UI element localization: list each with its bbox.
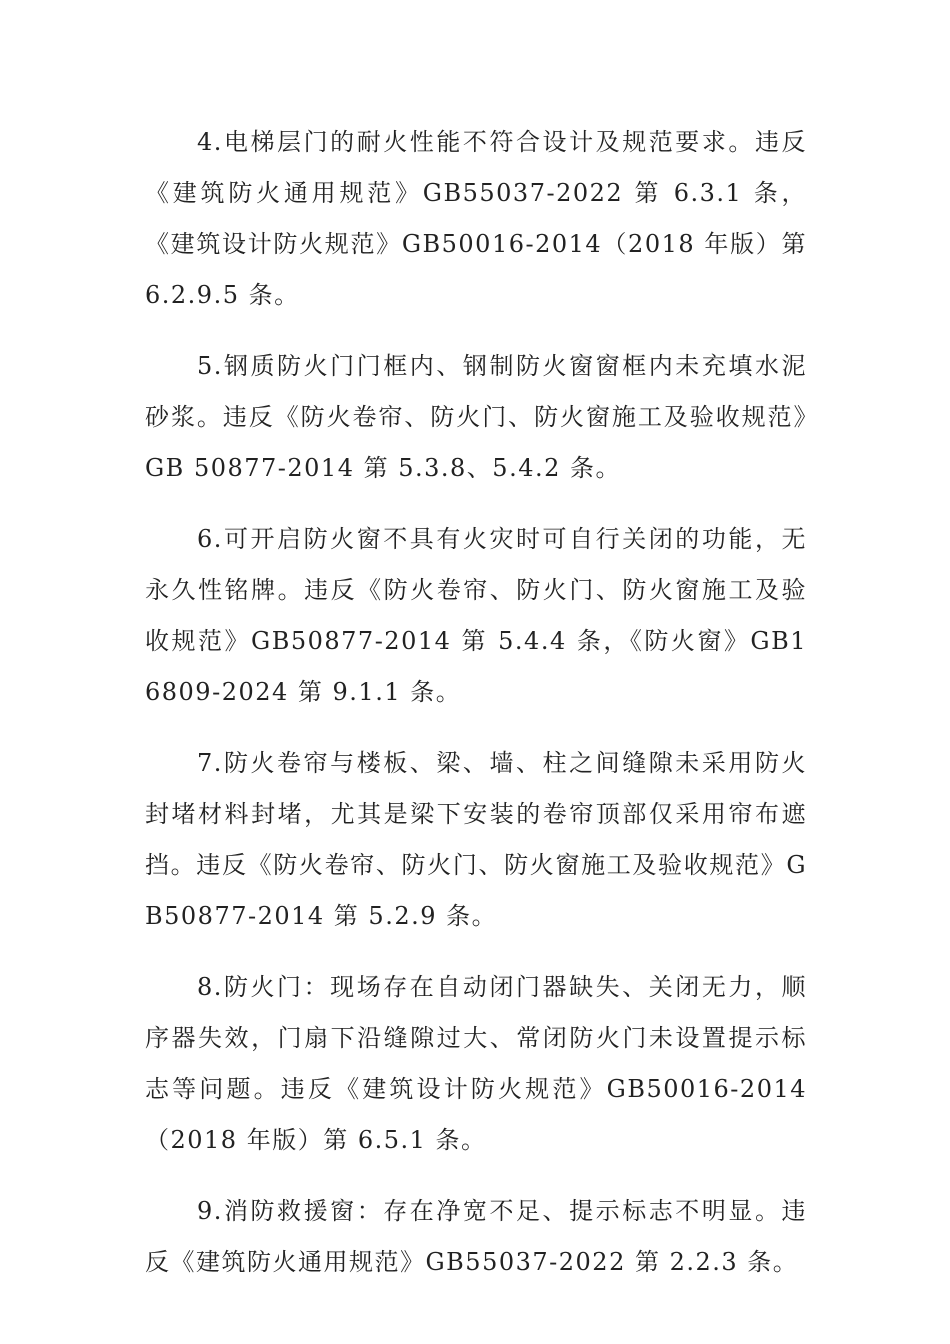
paragraph-item-6: 6.可开启防火窗不具有火灾时可自行关闭的功能，无永久性铭牌。违反《防火卷帘、防火门、防火窗施工及验收规范》GB50877-2014 第 5.4.4 条，《防火窗》GB16809-2024 第 9.1.1 条。 [145, 525, 807, 706]
document-body [145, 117, 807, 1308]
paragraph-item-7: 7.防火卷帘与楼板、梁、墙、柱之间缝隙未采用防火封堵材料封堵，尤其是梁下安装的卷帘顶部仅采用帘布遮挡。违反《防火卷帘、防火门、防火窗施工及验收规范》GB50877-2014 第 5.2.9 条。 [145, 749, 807, 930]
paragraph-item-5: 5.钢质防火门门框内、钢制防火窗窗框内未充填水泥砂浆。违反《防火卷帘、防火门、防火窗施工及验收规范》GB 50877-2014 第 5.3.8、5.4.2 条。 [145, 352, 807, 482]
paragraph-item-4: 4.电梯层门的耐火性能不符合设计及规范要求。违反《建筑防火通用规范》GB55037-2022 第 6.3.1 条，《建筑设计防火规范》GB50016-2014（2018 年版）第 6.2.9.5 条。 [145, 128, 807, 309]
paragraph-item-8: 8.防火门：现场存在自动闭门器缺失、关闭无力，顺序器失效，门扇下沿缝隙过大、常闭防火门未设置提示标志等问题。违反《建筑设计防火规范》GB50016-2014（2018 年版）第 6.5.1 条。 [145, 973, 807, 1154]
paragraph-item-9: 9.消防救援窗：存在净宽不足、提示标志不明显。违反《建筑防火通用规范》GB55037-2022 第 2.2.3 条。 [145, 1197, 807, 1276]
